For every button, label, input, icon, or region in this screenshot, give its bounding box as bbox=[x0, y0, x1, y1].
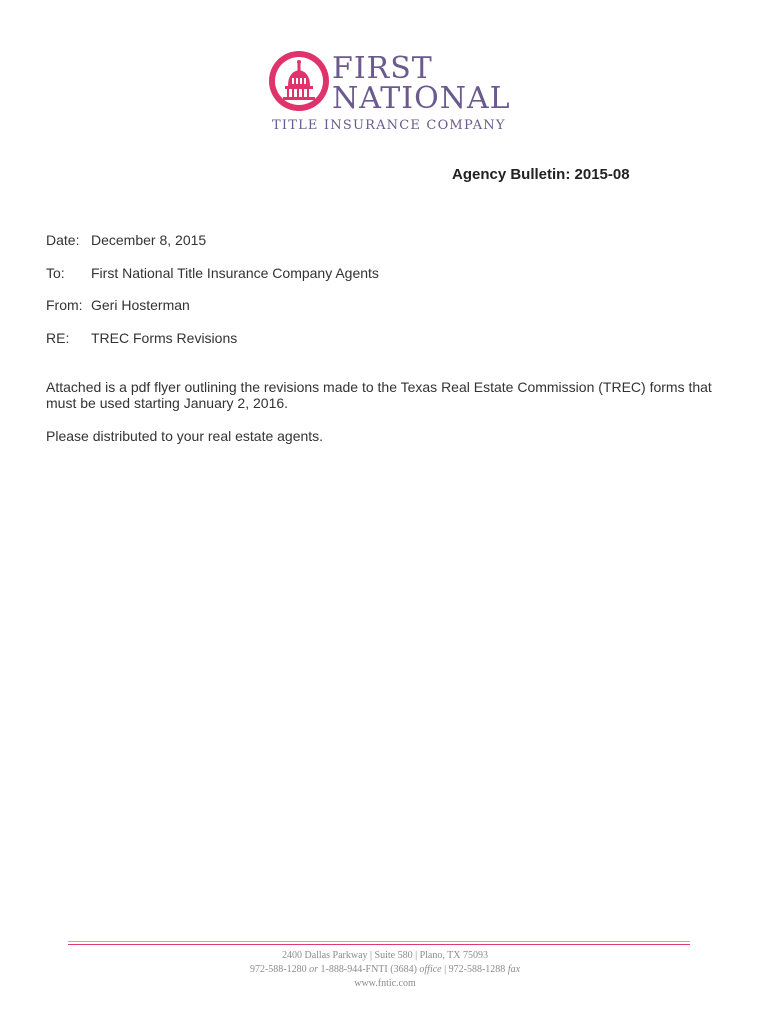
footer-office-label: office bbox=[419, 964, 442, 975]
footer-phones bbox=[0, 964, 770, 975]
memo-re-row bbox=[46, 330, 237, 346]
body-paragraph-2: Please distributed to your real estate agents. bbox=[46, 428, 324, 444]
memo-re-value: TREC Forms Revisions bbox=[91, 330, 238, 346]
footer-separator: | bbox=[444, 964, 447, 975]
memo-from-row bbox=[46, 297, 190, 313]
memo-date-label: Date: bbox=[46, 232, 80, 248]
logo-word-first: FIRST bbox=[332, 51, 433, 86]
logo-subtitle: TITLE INSURANCE COMPANY bbox=[272, 118, 506, 133]
capitol-dome-seal-icon bbox=[268, 50, 330, 112]
footer-website-link[interactable]: www.fntic.com bbox=[354, 978, 416, 989]
footer-address: 2400 Dallas Parkway | Suite 580 | Plano, TX 75093 bbox=[281, 950, 489, 961]
memo-re-label: RE: bbox=[46, 330, 70, 346]
footer-fax-label: fax bbox=[507, 964, 521, 975]
bulletin-title: Agency Bulletin: 2015-08 bbox=[452, 166, 630, 183]
memo-date-row bbox=[46, 232, 206, 248]
memo-from-value: Geri Hosterman bbox=[91, 297, 190, 313]
body-paragraph-1: Attached is a pdf flyer outlining the revisions made to the Texas Real Estate Commission (TREC) forms that must be used starting January 2, 2016. bbox=[46, 379, 712, 411]
memo-to-label: To: bbox=[46, 265, 65, 281]
company-logo bbox=[268, 50, 511, 136]
memo-from-label: From: bbox=[46, 297, 83, 313]
footer-phone-toll-free: 1-888-944-FNTI (3684) bbox=[320, 964, 417, 975]
footer-fax-number: 972-588-1288 bbox=[448, 964, 506, 975]
footer-divider-bottom bbox=[68, 944, 690, 945]
footer-phone-main: 972-588-1280 bbox=[249, 964, 307, 975]
memo-to-value: First National Title Insurance Company Agents bbox=[91, 265, 379, 281]
logo-word-national: NATIONAL bbox=[332, 81, 511, 116]
memo-date-value: December 8, 2015 bbox=[91, 232, 207, 248]
footer-divider-top bbox=[68, 941, 690, 942]
footer-phone-or: or bbox=[309, 964, 319, 975]
memo-to-row bbox=[46, 265, 379, 281]
